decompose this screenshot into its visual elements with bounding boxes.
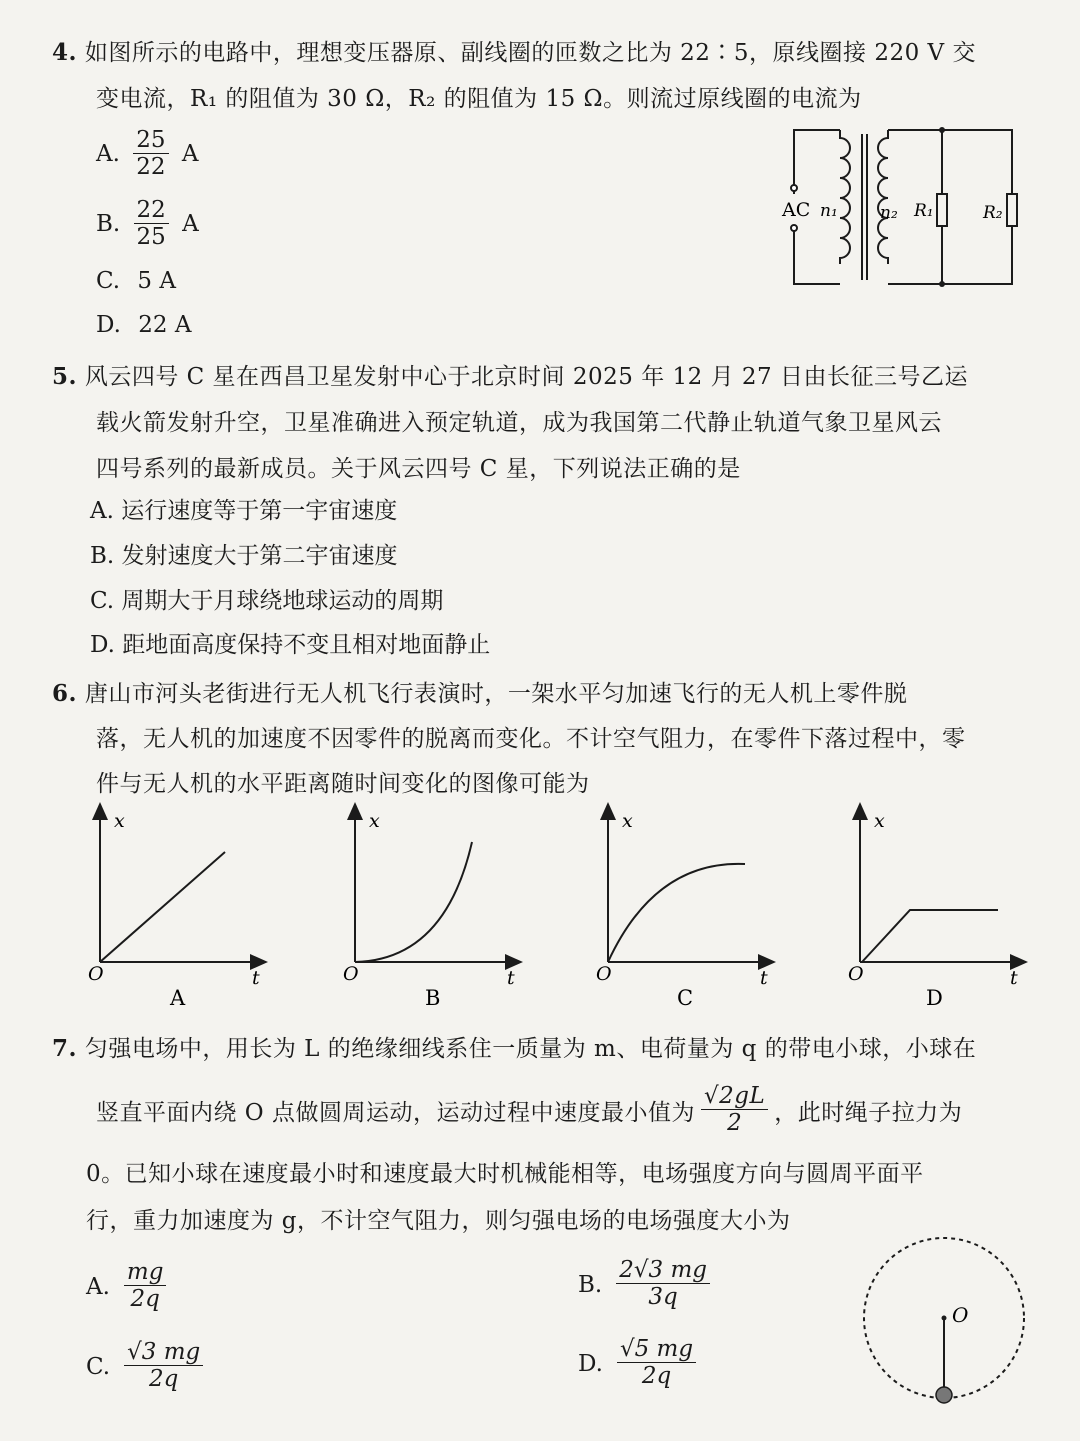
circuit-label-n2: n₂ (880, 203, 898, 223)
q7-option-c-numerator: √3 mg (124, 1340, 203, 1366)
q7-line3: 0。已知小球在速度最小时和速度最大时机械能相等，电场强度方向与圆周平面平 (86, 1161, 924, 1187)
q7-option-d-denominator: 2q (641, 1363, 672, 1390)
graph-a[interactable] (88, 810, 260, 1010)
circuit-label-n1: n₁ (820, 201, 838, 221)
q4-option-d-label: D. (96, 312, 121, 338)
q7-option-b[interactable] (578, 1258, 716, 1312)
q7-number: 7. (52, 1035, 78, 1062)
q5-option-c[interactable]: C. 周期大于月球绕地球运动的周期 (90, 588, 444, 614)
q4-number: 4. (52, 39, 78, 66)
q7-option-c[interactable] (86, 1340, 209, 1394)
q5-option-d[interactable]: D. 距地面高度保持不变且相对地面静止 (90, 632, 491, 658)
transformer-circuit-diagram (780, 118, 1030, 298)
q7-option-b-numerator: 2√3 mg (616, 1258, 710, 1284)
graph-b[interactable] (343, 810, 515, 1010)
q5-line2: 载火箭发射升空，卫星准确进入预定轨道，成为我国第二代静止轨道气象卫星风云 (96, 410, 942, 436)
q4-option-d[interactable] (96, 312, 191, 338)
q4-option-b-unit: A (182, 210, 199, 237)
charged-ball (936, 1387, 952, 1403)
q7-option-b-fraction (616, 1258, 710, 1312)
graph-d-x-label: x (874, 810, 885, 832)
graph-c[interactable] (596, 810, 768, 1010)
q4-text-1: 如图所示的电路中，理想变压器原、副线圈的匝数之比为 22∶5，原线圈接 220 V 交 (84, 40, 976, 66)
graph-b-label: B (425, 986, 441, 1010)
graph-d-origin: O (848, 963, 864, 985)
q5-text-1: 风云四号 C 星在西昌卫星发射中心于北京时间 2025 年 12 月 27 日由长征三号乙运 (84, 364, 968, 390)
q7-line2 (96, 1084, 962, 1138)
circuit-label-ac: AC (782, 199, 811, 221)
q6-line1 (52, 675, 907, 708)
q7-option-c-label: C. (86, 1353, 111, 1380)
q4-option-b-fraction (134, 198, 169, 252)
q4-option-d-text: 22 A (138, 312, 192, 338)
q7-min-speed-fraction (701, 1084, 768, 1138)
q7-text-1: 匀强电场中，用长为 L 的绝缘细线系住一质量为 m、电荷量为 q 的带电小球，小球在 (84, 1036, 977, 1062)
q4-line1 (52, 34, 976, 67)
graph-b-x-label: x (369, 810, 380, 832)
q4-option-b-numerator: 22 (134, 198, 169, 224)
graph-a-origin: O (88, 963, 104, 985)
graph-c-origin: O (596, 963, 612, 985)
q6-number: 6. (52, 680, 78, 707)
graph-c-x-label: x (622, 810, 633, 832)
q7-option-c-fraction (124, 1340, 203, 1394)
q7-text-2b: ，此时绳子拉力为 (774, 1100, 963, 1127)
q4-option-a-fraction (133, 128, 168, 182)
q6-line2: 落，无人机的加速度不因零件的脱离而变化。不计空气阻力，在零件下落过程中，零 (96, 726, 966, 752)
q4-line2: 变电流，R₁ 的阻值为 30 Ω，R₂ 的阻值为 15 Ω。则流过原线圈的电流为 (96, 86, 862, 112)
q7-text-2a: 竖直平面内绕 O 点做圆周运动，运动过程中速度最小值为 (96, 1100, 695, 1127)
q7-option-d-fraction (617, 1337, 696, 1391)
graph-d-label: D (926, 986, 943, 1010)
q4-option-b-denominator: 25 (136, 224, 166, 251)
q5-option-a[interactable]: A. 运行速度等于第一宇宙速度 (90, 498, 398, 524)
graph-b-t-label: t (507, 967, 515, 989)
q4-option-a[interactable] (96, 128, 198, 182)
q7-circle-figure (858, 1230, 1033, 1410)
graph-a-x-label: x (114, 810, 125, 832)
q4-option-a-denominator: 22 (136, 154, 166, 181)
q4-option-a-unit: A (181, 140, 199, 167)
q7-figure-origin: O (952, 1303, 969, 1327)
q5-line3: 四号系列的最新成员。关于风云四号 C 星，下列说法正确的是 (96, 456, 741, 482)
q7-line1 (52, 1030, 976, 1063)
graph-d-t-label: t (1010, 967, 1018, 989)
q7-option-a-fraction (124, 1260, 167, 1314)
q4-option-c[interactable] (96, 268, 176, 294)
q6-text-1: 唐山市河头老街进行无人机飞行表演时，一架水平匀加速飞行的无人机上零件脱 (84, 681, 908, 707)
circuit-label-r2: R₂ (983, 203, 1003, 223)
q7-option-d-numerator: √5 mg (617, 1337, 696, 1363)
q7-min-speed-numerator: √2gL (701, 1084, 768, 1110)
q7-option-c-denominator: 2q (148, 1366, 179, 1393)
q7-option-a-numerator: mg (124, 1260, 167, 1286)
q6-graphs (80, 800, 1040, 1015)
q4-option-a-numerator: 25 (133, 128, 168, 154)
q7-line4: 行，重力加速度为 g，不计空气阻力，则匀强电场的电场强度大小为 (86, 1208, 791, 1234)
circuit-label-r1: R₁ (914, 201, 934, 221)
q5-number: 5. (52, 363, 78, 390)
q7-option-a-label: A. (86, 1273, 110, 1300)
q7-option-a-denominator: 2q (130, 1286, 160, 1313)
graph-b-origin: O (343, 963, 359, 985)
graph-c-t-label: t (760, 967, 768, 989)
q7-option-d-label: D. (578, 1350, 603, 1377)
q7-option-b-label: B. (578, 1271, 603, 1298)
q4-option-a-label: A. (96, 140, 120, 167)
q7-option-d[interactable] (578, 1337, 702, 1391)
q7-option-a[interactable] (86, 1260, 172, 1314)
graph-d[interactable] (848, 810, 1020, 1010)
graph-a-t-label: t (252, 967, 260, 989)
q4-option-b[interactable] (96, 198, 199, 252)
q7-min-speed-denominator: 2 (727, 1110, 743, 1137)
q4-option-c-text: 5 A (137, 268, 176, 294)
q5-option-b[interactable]: B. 发射速度大于第二宇宙速度 (90, 543, 398, 569)
graph-c-label: C (677, 986, 694, 1010)
q4-option-c-label: C. (96, 268, 121, 294)
q4-option-b-label: B. (96, 210, 121, 237)
q6-line3: 件与无人机的水平距离随时间变化的图像可能为 (96, 771, 590, 797)
q7-option-b-denominator: 3q (648, 1284, 678, 1311)
q5-line1 (52, 358, 968, 391)
graph-a-label: A (170, 986, 186, 1010)
